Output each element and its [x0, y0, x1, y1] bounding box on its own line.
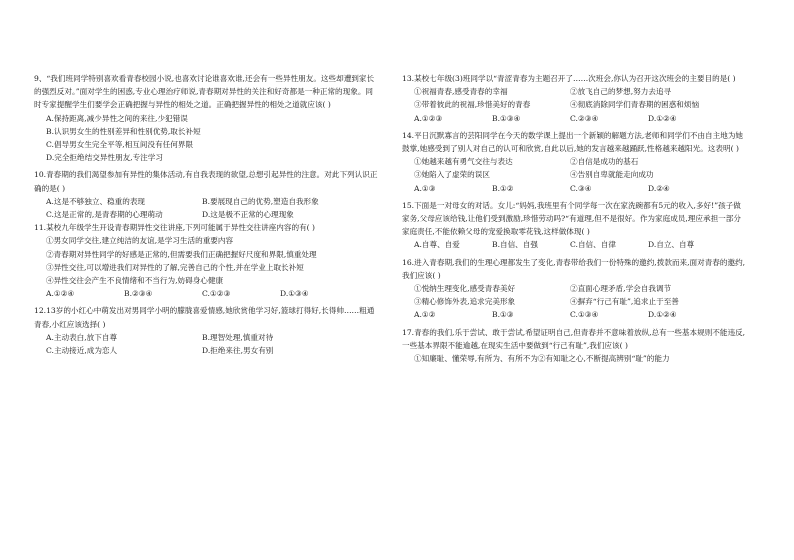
statement-4: ④彻底消除同学们青春期的困惑和烦恼 — [570, 100, 700, 110]
statement-1: ①知廉耻、懂荣辱,有所为、有所不为②有知耻之心,不断提高辨别“耻”的能力 — [414, 354, 670, 364]
option-b: B.自信、自强 — [492, 240, 538, 250]
option-c: C.主动接近,成为恋人 — [46, 346, 118, 356]
option-a: A.这是不够独立、稳重的表现 — [46, 196, 146, 206]
statement-2: ②青春期对异性同学的好感是正常的,但需要我们正确把握好尺度和界限,慎重处理 — [46, 249, 317, 259]
statement-4: ④异性交往会产生不良情绪和不当行为,妨碍身心健康 — [46, 276, 224, 286]
statement-4: ④告别自卑就能走向成功 — [570, 170, 654, 180]
statement-row — [402, 155, 746, 168]
option-c: C.自信、自律 — [570, 240, 616, 250]
option-d: D.完全拒绝结交异性朋友,专注学习 — [46, 153, 163, 163]
option-row — [402, 238, 746, 251]
option-c: C.③④ — [570, 183, 592, 193]
question-12 — [34, 304, 378, 357]
option-b: B.要展现自己的优势,塑造自我形象 — [202, 196, 319, 206]
left-column — [34, 72, 378, 357]
question-stem: 15.下面是一对母女的对话。女儿:“妈妈,我班里有个同学每一次在家洗碗都有5元的收入,多好!”孩子做家务,父母应该给钱,让他们受到激励,珍惜劳动吗?“有道理,但不是很好。作为家庭成员,理应承担一部分家庭责任,不能依赖父母的宠爱换取零花钱,这样做体现( ) — [402, 200, 741, 237]
option-c: C.①②③ — [202, 289, 231, 299]
option-row — [34, 195, 378, 208]
option-d: D.①②④ — [648, 113, 677, 123]
option-row — [34, 344, 378, 357]
option-b: B.②③④ — [124, 289, 153, 299]
option-b: B.理智处理,慎重对待 — [202, 332, 274, 342]
option-b: B.①② — [492, 183, 514, 193]
statement-2: ②放飞自己的梦想,努力去追寻 — [570, 87, 672, 97]
option-row — [34, 331, 378, 344]
question-11 — [34, 221, 378, 300]
option-a: A.主动表白,放下自尊 — [46, 332, 118, 342]
option-row — [402, 112, 746, 125]
statement-1: ①悦纳生理变化,感受青春美好 — [414, 284, 516, 294]
option-d: D.②④ — [648, 183, 670, 193]
question-stem: 11.某校九年级学生开设青春期异性交往讲座,下列可能属于异性交往讲座内容的有( ) — [34, 223, 316, 233]
option-d: D.①②④ — [648, 310, 677, 320]
option-c: C.倡导男女生完全平等,相互间没有任何界限 — [46, 140, 194, 150]
statement-row — [402, 168, 746, 181]
option-row — [34, 208, 378, 221]
question-stem: 16.进入青春期,我们的生理心理都发生了变化,青春带给我们一份特殊的邀约,拨款而来,面对青春的邀约,我们应该( ) — [402, 257, 746, 280]
statement-3: ③她陷入了虚荣的误区 — [414, 170, 490, 180]
question-stem: 12.13岁的小红心中萌发出对男同学小明的朦胧喜爱情感,她欣赏他学习好,篮球打得好,长得帅……粗通青春,小红应该选择( ) — [34, 306, 375, 329]
option-c: C.①③④ — [570, 310, 599, 320]
option-c: C.这是正常的,是青春期的心理萌动 — [46, 210, 163, 220]
option-a: A.①②③ — [414, 113, 443, 123]
question-10 — [34, 168, 378, 221]
option-row — [402, 308, 746, 321]
statement-row — [402, 85, 746, 98]
question-stem: 10.青春期的我们渴望参加有异性的集体活动,有自我表现的欲望,总想引起异性的注意。对此下列认识正确的是( ) — [34, 170, 378, 193]
option-a: A.①②④ — [46, 289, 75, 299]
option-a: A.①② — [414, 310, 436, 320]
right-column — [402, 72, 746, 365]
question-16 — [402, 256, 746, 322]
statement-3: ③异性交往,可以增进我们对异性的了解,完善自己的个性,并在学业上取长补短 — [46, 262, 304, 272]
question-stem: 13.某校七年级(3)班同学以“青涩青春为主题召开了……次班会,你认为召开这次班会的主要目的是( ) — [402, 74, 736, 83]
statement-row — [402, 295, 746, 308]
statement-2: ②直面心理矛盾,学会自我调节 — [570, 284, 672, 294]
option-d: D.这是极不正常的心理现象 — [202, 210, 294, 220]
option-d: D.拒绝来往,男女有别 — [202, 346, 274, 356]
option-a: A.①③ — [414, 183, 436, 193]
question-15 — [402, 199, 746, 252]
question-stem: 17.青春的我们,乐于尝试、敢于尝试,希望证明自己,但青春并不意味着放纵,总有一些基本规则不能违反,一些基本界限不能逾越,在现实生活中要做到“行己有耻”,我们应该( ) — [402, 327, 746, 350]
statement-row — [402, 98, 746, 111]
statement-3: ③精心修饰外表,追求完美形象 — [414, 297, 516, 307]
statement-row — [402, 282, 746, 295]
option-d: D.自立、自尊 — [648, 240, 695, 250]
option-a: A.保持距离,减少异性之间的来往,少犯错误 — [46, 113, 188, 123]
statement-1: ①她越来越有勇气交往与表达 — [414, 157, 513, 167]
option-b: B.①③④ — [492, 113, 521, 123]
option-row — [402, 182, 746, 195]
option-b: B.认识男女生的性别差异和性别优势,取长补短 — [46, 126, 201, 136]
statement-1: ①男女同学交往,建立纯洁的友谊,是学习生活的重要内容 — [46, 236, 234, 246]
statement-1: ①祝福青春,感受青春的幸福 — [414, 87, 508, 97]
statement-4: ④摒弃“行己有耻”,追求止于至善 — [570, 297, 679, 307]
option-a: A.自尊、自爱 — [414, 240, 460, 250]
question-14 — [402, 129, 746, 195]
question-stem: 14.平日沉默寡言的芸阳同学在今天的数学课上提出一个新颖的解题方法,老师和同学们不由自主地为她鼓掌,她感受到了别人对自己的认可和欣赏,自此以后,她的发言越来越踊跃,性格越来越阳光。这表明( ) — [402, 130, 744, 154]
option-c: C.②③④ — [570, 113, 599, 123]
option-b: B.①③ — [492, 310, 514, 320]
question-9 — [34, 72, 378, 164]
question-17 — [402, 326, 746, 366]
question-13 — [402, 72, 746, 125]
question-stem: 9、“我们班同学特别喜欢看青春校园小说,也喜欢讨论谁喜欢谁,还会有一些异性朋友。这些却遭到家长的强烈反对。”面对学生的困惑,专业心理治疗师说,青春期对异性的关注和好奇都是一种正常的现象。同时专家提醒学生们要学会正确把握与异性的相处之道。正确把握异性的相处之道就应该( ) — [34, 74, 375, 110]
statement-2: ②自信是成功的基石 — [570, 157, 639, 167]
statement-3: ③带着彼此的祝福,珍惜美好的青春 — [414, 100, 531, 110]
option-row — [34, 287, 378, 300]
option-d: D.①③④ — [280, 289, 309, 299]
